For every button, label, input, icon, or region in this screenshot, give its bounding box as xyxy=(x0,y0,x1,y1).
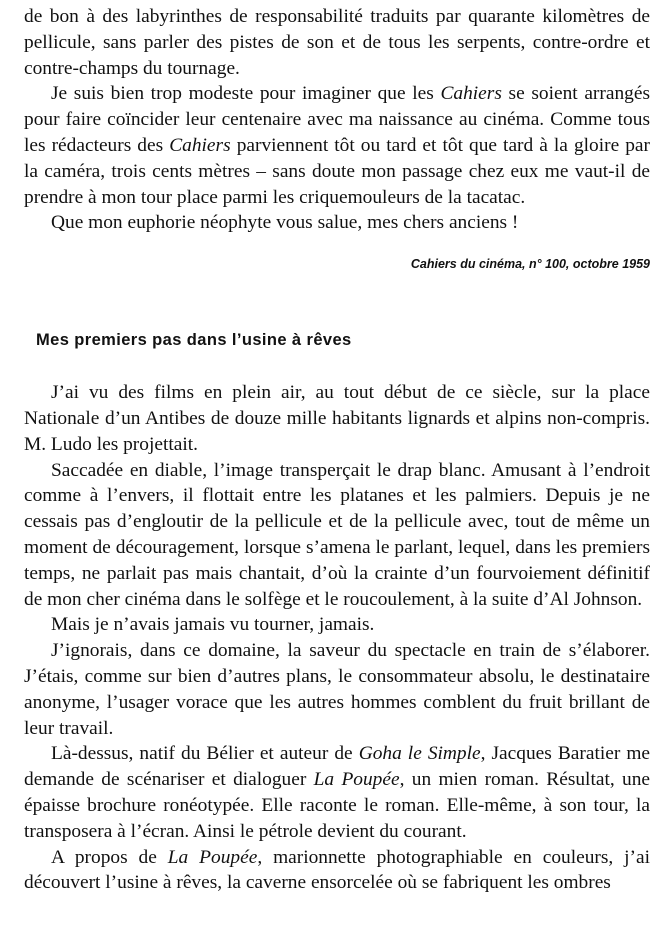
book-page xyxy=(24,4,650,896)
text-run: Mais je n’avais jamais vu tourner, jamais. xyxy=(51,614,375,636)
text-run: se soient arrangés pour faire coïncider leur centenaire avec ma naissance au cinéma. Comme tous les rédacteurs des xyxy=(24,83,650,156)
italic-title: Cahiers xyxy=(169,134,231,156)
text-run: , marionnette photographiable en couleurs, j’ai découvert l’usine à rêves, la caverne ensorcelée où se fabriquent les ombres xyxy=(24,846,651,894)
text-run: de bon à des labyrinthes de responsabilité traduits par quarante kilomètres de pellicule, sans parler des pistes de son et de tous les serpents, contre-ordre et contre-champs du tournage. xyxy=(24,6,650,79)
section-paragraph xyxy=(24,638,650,741)
text-run: J’ai vu des films en plein air, au tout début de ce siècle, sur la place Nationale d’un Antibes de douze mille habitants lignards et alpins non-compris. M. Ludo les projettait. xyxy=(24,382,650,455)
text-run: parviennent tôt ou tard et tôt que tard à la gloire par la caméra, trois cents mètres – sans doute mon passage chez eux me vaut-il de prendre à mon tour place parmi les criquemouleurs de la tacatac. xyxy=(24,134,650,208)
section-paragraph xyxy=(24,458,650,613)
text-run: Que mon euphorie néophyte vous salue, mes chers anciens ! xyxy=(51,212,519,234)
previous-article-paragraph xyxy=(24,210,650,236)
text-run: Je suis bien trop modeste pour imaginer que les xyxy=(51,83,441,105)
section-paragraph xyxy=(24,380,650,457)
italic-title: La Poupée xyxy=(167,846,258,868)
previous-article-text xyxy=(24,4,650,236)
text-run: Là-dessus, natif du Bélier et auteur de xyxy=(51,743,359,765)
italic-title: Goha le Simple xyxy=(358,743,481,765)
italic-title: Cahiers xyxy=(440,83,502,105)
text-run: Saccadée en diable, l’image transperçait le drap blanc. Amusant à l’endroit comme à l’envers, il flottait entre les platanes et les palmiers. Depuis je ne cessais pas d’engloutir de la pellicule et de la pellicule avec, tout de même un moment de découragement, lorsque s’amena le parlant, lequel, dans les premiers temps, ne parlait pas mais chantait, d’où la crainte d’un fourvoiement définitif de mon cher cinéma dans le solfège et le roucoulement, à la suite d’Al Johnson. xyxy=(24,459,650,610)
text-run: J’ignorais, dans ce domaine, la saveur du spectacle en train de s’élaborer. J’étais, comme sur bien d’autres plans, le consommateur absolu, le destinataire anonyme, l’usager vorace que les autres hommes comblent du fruit brillant de leur travail. xyxy=(24,640,650,739)
section-body xyxy=(24,380,650,896)
section-paragraph xyxy=(24,612,650,638)
source-citation: Cahiers du cinéma, n° 100, octobre 1959 xyxy=(410,257,650,272)
text-run: , Jacques Baratier me demande de scénariser et dialoguer xyxy=(24,743,651,791)
previous-article-paragraph xyxy=(24,4,650,81)
italic-title: La Poupée xyxy=(313,769,400,791)
text-run: , un mien roman. Résultat, une épaisse brochure ronéotypée. Elle raconte le roman. Elle-même, à son tour, la transposera à l’écran. Ainsi le pétrole devient du courant. xyxy=(24,769,650,842)
text-run: A propos de xyxy=(51,846,168,868)
previous-article-paragraph xyxy=(24,81,650,210)
section-title: Mes premiers pas dans l’usine à rêves xyxy=(36,331,352,350)
section-paragraph xyxy=(24,845,650,897)
section-paragraph xyxy=(24,741,650,844)
